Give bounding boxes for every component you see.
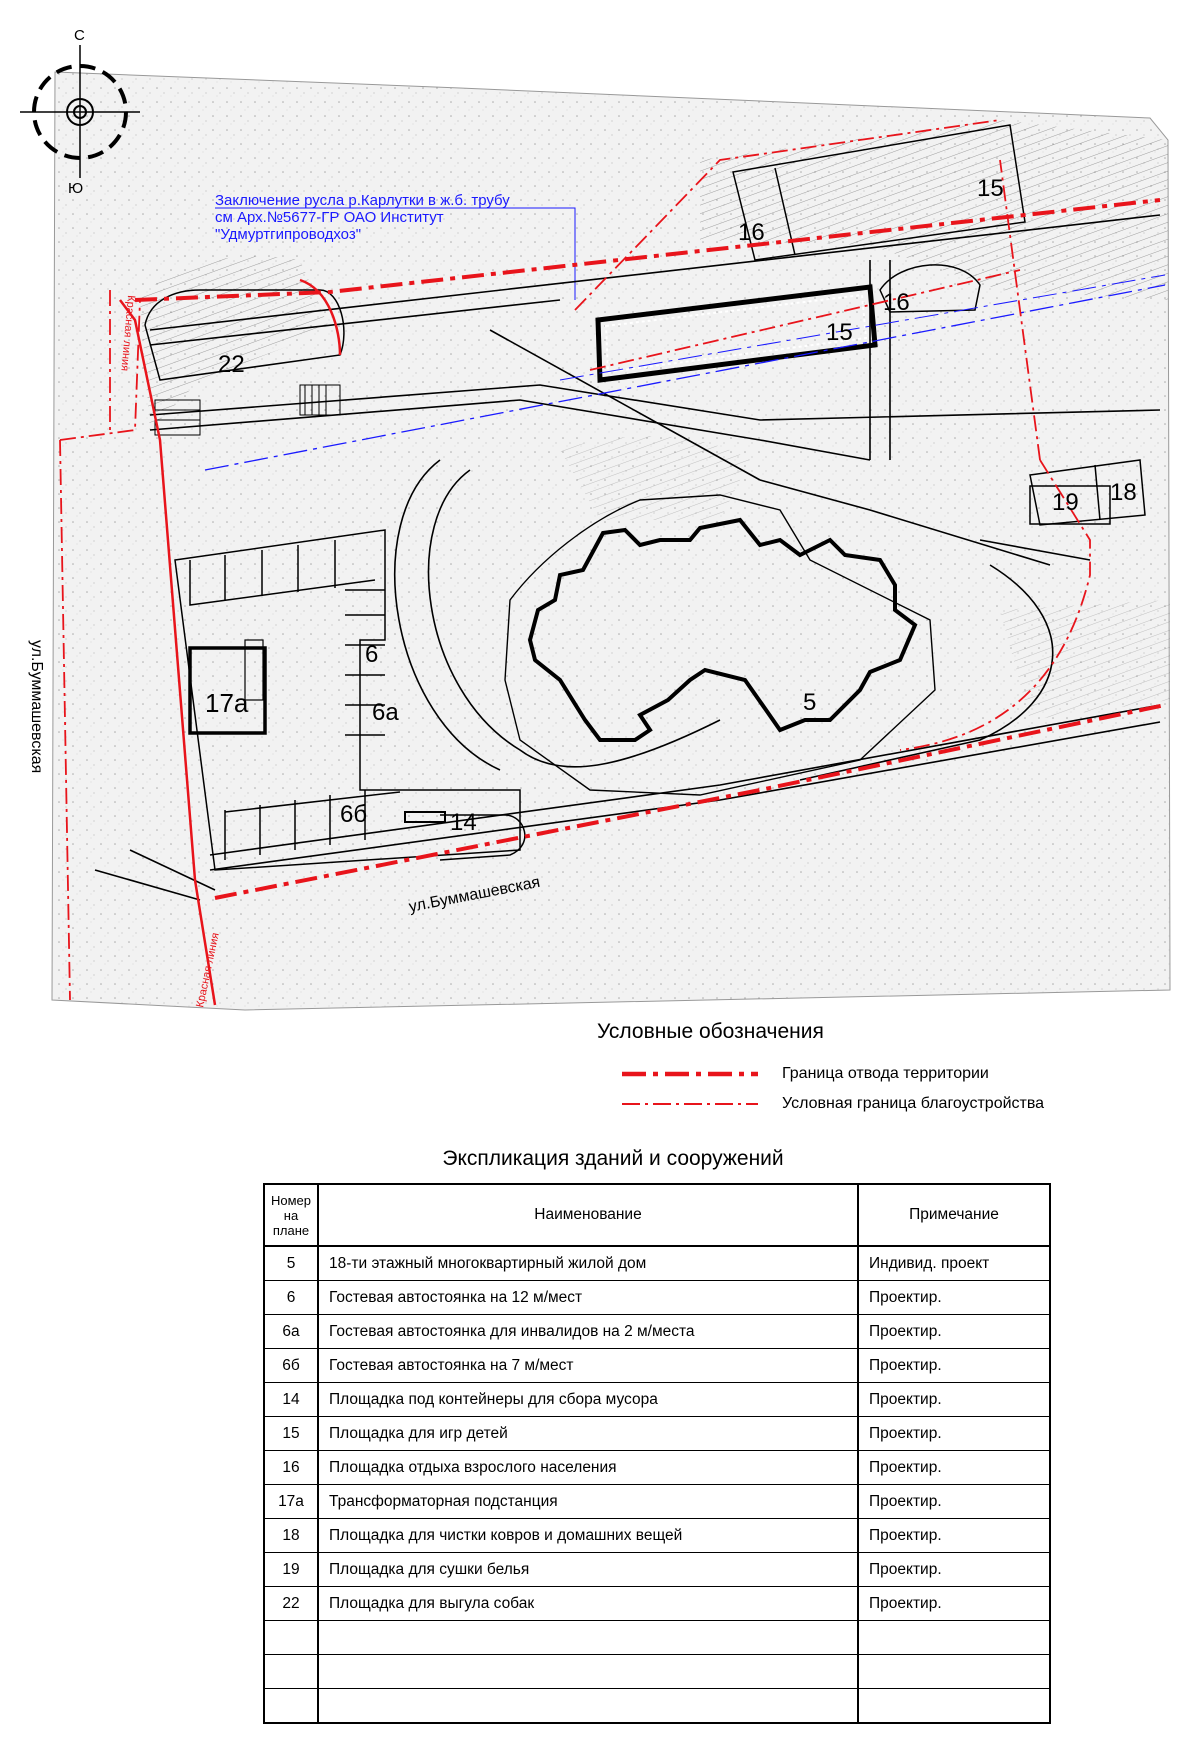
plan-label-6: 6 [365,641,379,668]
row-note: Проектир. [858,1553,1050,1587]
legend-symbol-thin-dashdot [620,1099,760,1109]
plan-label-6a: 6а [372,699,399,726]
row-note: Проектир. [858,1383,1050,1417]
row-name: Площадка под контейнеры для сбора мусора [318,1383,858,1417]
header-note: Примечание [858,1184,1050,1246]
table-row-empty [264,1621,1050,1655]
row-num: 18 [264,1519,318,1553]
row-name: Трансформаторная подстанция [318,1485,858,1519]
legend-label-improvement: Условная граница благоустройства [782,1095,1045,1112]
table-row [264,1349,1050,1383]
row-name-empty [318,1689,858,1724]
table-row [264,1281,1050,1315]
row-note-empty [858,1689,1050,1724]
table-row-empty [264,1689,1050,1724]
table-row [264,1315,1050,1349]
street-label-horizontal: ул.Буммашевская [407,873,542,916]
row-note: Проектир. [858,1587,1050,1621]
row-num-empty [264,1655,318,1689]
row-name: 18-ти этажный многоквартирный жилой дом [318,1246,858,1281]
legend-item-allotment [620,1062,989,1086]
row-note: Проектир. [858,1315,1050,1349]
row-num: 15 [264,1417,318,1451]
row-note: Проектир. [858,1349,1050,1383]
table-row-empty [264,1655,1050,1689]
row-name: Площадка для сушки белья [318,1553,858,1587]
row-note: Проектир. [858,1281,1050,1315]
plan-label-16-east: 16 [883,289,910,316]
legend-label-allotment: Граница отвода территории [782,1065,989,1082]
table-row [264,1417,1050,1451]
river-pipe-note-line1: Заключение русла р.Карлутки в ж.б. трубу [215,192,510,209]
row-num: 5 [264,1246,318,1281]
plan-label-17a: 17а [205,688,249,718]
explication-header-row [264,1184,1050,1246]
compass-north-label: С [74,27,85,44]
row-name: Площадка отдыха взрослого населения [318,1451,858,1485]
plan-label-22: 22 [218,351,245,378]
river-pipe-note-line3: "Удмуртгипроводхоз" [215,226,362,243]
table-row [264,1519,1050,1553]
plan-label-15-playground: 15 [826,319,853,346]
row-name-empty [318,1655,858,1689]
row-name-empty [318,1621,858,1655]
table-row [264,1485,1050,1519]
row-note: Проектир. [858,1519,1050,1553]
row-num: 6б [264,1349,318,1383]
explication-table [263,1183,1051,1724]
row-num-empty [264,1689,318,1724]
plan-label-14: 14 [450,809,477,836]
row-name: Гостевая автостоянка для инвалидов на 2 м/места [318,1315,858,1349]
row-num: 14 [264,1383,318,1417]
table-row [264,1383,1050,1417]
row-num: 6 [264,1281,318,1315]
plan-label-15-north: 15 [977,175,1004,202]
legend-symbol-thick-dashdot [620,1069,760,1079]
row-name: Гостевая автостоянка на 12 м/мест [318,1281,858,1315]
header-num: Номер на плане [264,1184,318,1246]
row-num: 17а [264,1485,318,1519]
red-line-label-bottom: Красная линия [194,931,222,1009]
header-name: Наименование [318,1184,858,1246]
row-name: Площадка для игр детей [318,1417,858,1451]
plan-label-6b: 6б [340,801,368,828]
row-name: Гостевая автостоянка на 7 м/мест [318,1349,858,1383]
plan-label-16-north: 16 [738,219,765,246]
table-row [264,1587,1050,1621]
row-note: Проектир. [858,1451,1050,1485]
plan-label-18: 18 [1110,479,1137,506]
legend-title: Условные обозначения [597,1020,824,1043]
explication-title: Экспликация зданий и сооружений [442,1147,784,1170]
table-row [264,1451,1050,1485]
plan-label-19: 19 [1052,489,1079,516]
row-num: 16 [264,1451,318,1485]
compass-south-label: Ю [68,180,84,197]
row-note-empty [858,1655,1050,1689]
street-label-vertical: ул.Буммашевская [28,640,45,774]
row-num: 6а [264,1315,318,1349]
row-name: Площадка для выгула собак [318,1587,858,1621]
table-row [264,1553,1050,1587]
row-note: Проектир. [858,1485,1050,1519]
table-row [264,1246,1050,1281]
row-note: Индивид. проект [858,1246,1050,1281]
row-note-empty [858,1621,1050,1655]
row-num-empty [264,1621,318,1655]
row-name: Площадка для чистки ковров и домашних вещей [318,1519,858,1553]
red-line-label-top: Красная линия [118,294,137,372]
row-num: 22 [264,1587,318,1621]
river-pipe-note-line2: см Арх.№5677-ГР ОАО Институт [215,209,444,226]
plan-label-5: 5 [803,689,817,716]
row-num: 19 [264,1553,318,1587]
row-note: Проектир. [858,1417,1050,1451]
river-pipe-note [215,192,595,243]
legend-item-improvement [620,1092,1044,1116]
slope-hatch-east [1000,600,1170,720]
